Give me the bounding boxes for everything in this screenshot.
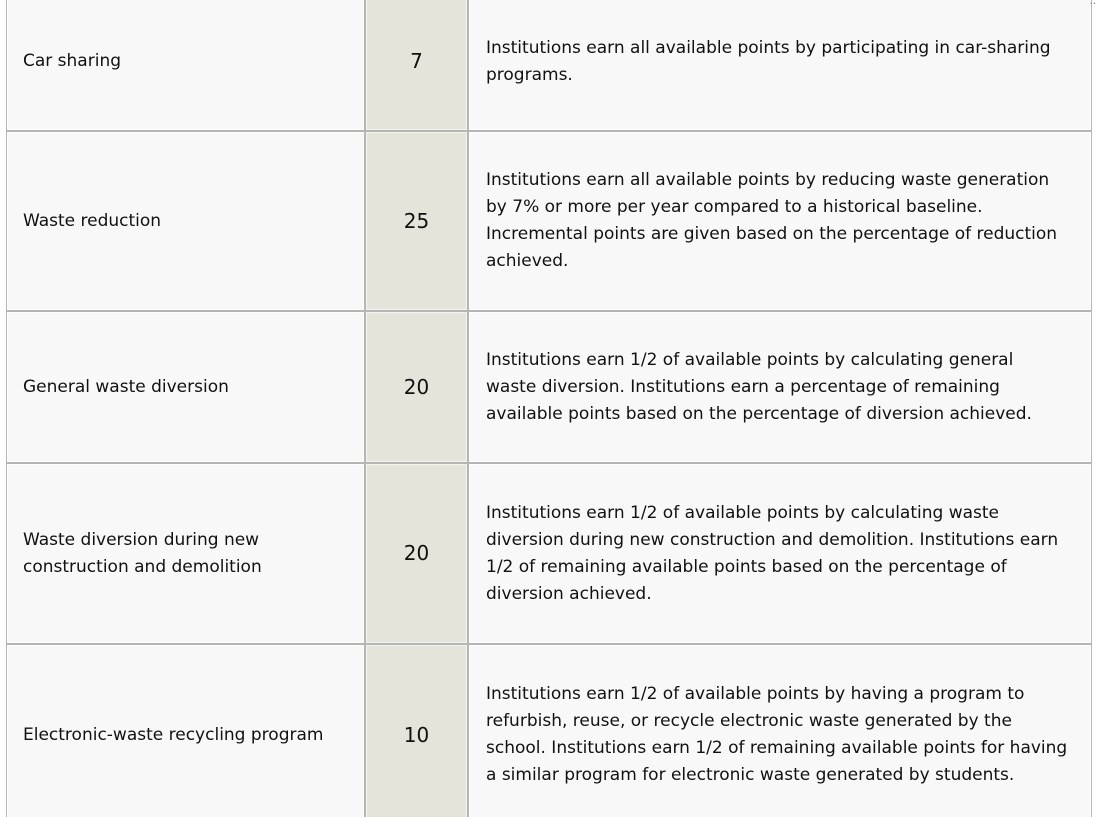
criterion-name: Waste reduction bbox=[6, 131, 365, 311]
table-row bbox=[6, 463, 1092, 644]
table-row bbox=[6, 131, 1092, 311]
criterion-name: Electronic-waste recycling program bbox=[6, 644, 365, 817]
table-row bbox=[6, 311, 1092, 463]
criterion-name: Waste diversion during new construction and demolition bbox=[6, 463, 365, 644]
criterion-name: Car sharing bbox=[6, 0, 365, 131]
criterion-description: Institutions earn 1/2 of available points by calculating waste diversion during new construction and demolition. Institutions earn 1/2 of remaining available points based on the percentage of diversion achieved. bbox=[468, 463, 1092, 644]
criterion-description: Institutions earn all available points by reducing waste generation by 7% or more per year compared to a historical baseline. Incremental points are given based on the percentage of reduction achieved. bbox=[468, 131, 1092, 311]
criterion-description: Institutions earn all available points by participating in car-sharing programs. bbox=[468, 0, 1092, 131]
criterion-points: 20 bbox=[365, 311, 468, 463]
criteria-table-wrapper bbox=[6, 0, 1092, 817]
table-row bbox=[6, 644, 1092, 817]
criterion-name: General waste diversion bbox=[6, 311, 365, 463]
table-row bbox=[6, 0, 1092, 131]
criterion-description: Institutions earn 1/2 of available points by calculating general waste diversion. Institutions earn a percentage of remaining available points based on the percentage of diversion achieved. bbox=[468, 311, 1092, 463]
criterion-description: Institutions earn 1/2 of available points by having a program to refurbish, reuse, or recycle electronic waste generated by the school. Institutions earn 1/2 of remaining available points for having a similar program for electronic waste generated by students. bbox=[468, 644, 1092, 817]
criterion-points: 25 bbox=[365, 131, 468, 311]
criteria-table bbox=[6, 0, 1092, 817]
criterion-points: 10 bbox=[365, 644, 468, 817]
criterion-points: 20 bbox=[365, 463, 468, 644]
corner-resize-handle[interactable]: ·· bbox=[1089, 0, 1096, 10]
criterion-points: 7 bbox=[365, 0, 468, 131]
